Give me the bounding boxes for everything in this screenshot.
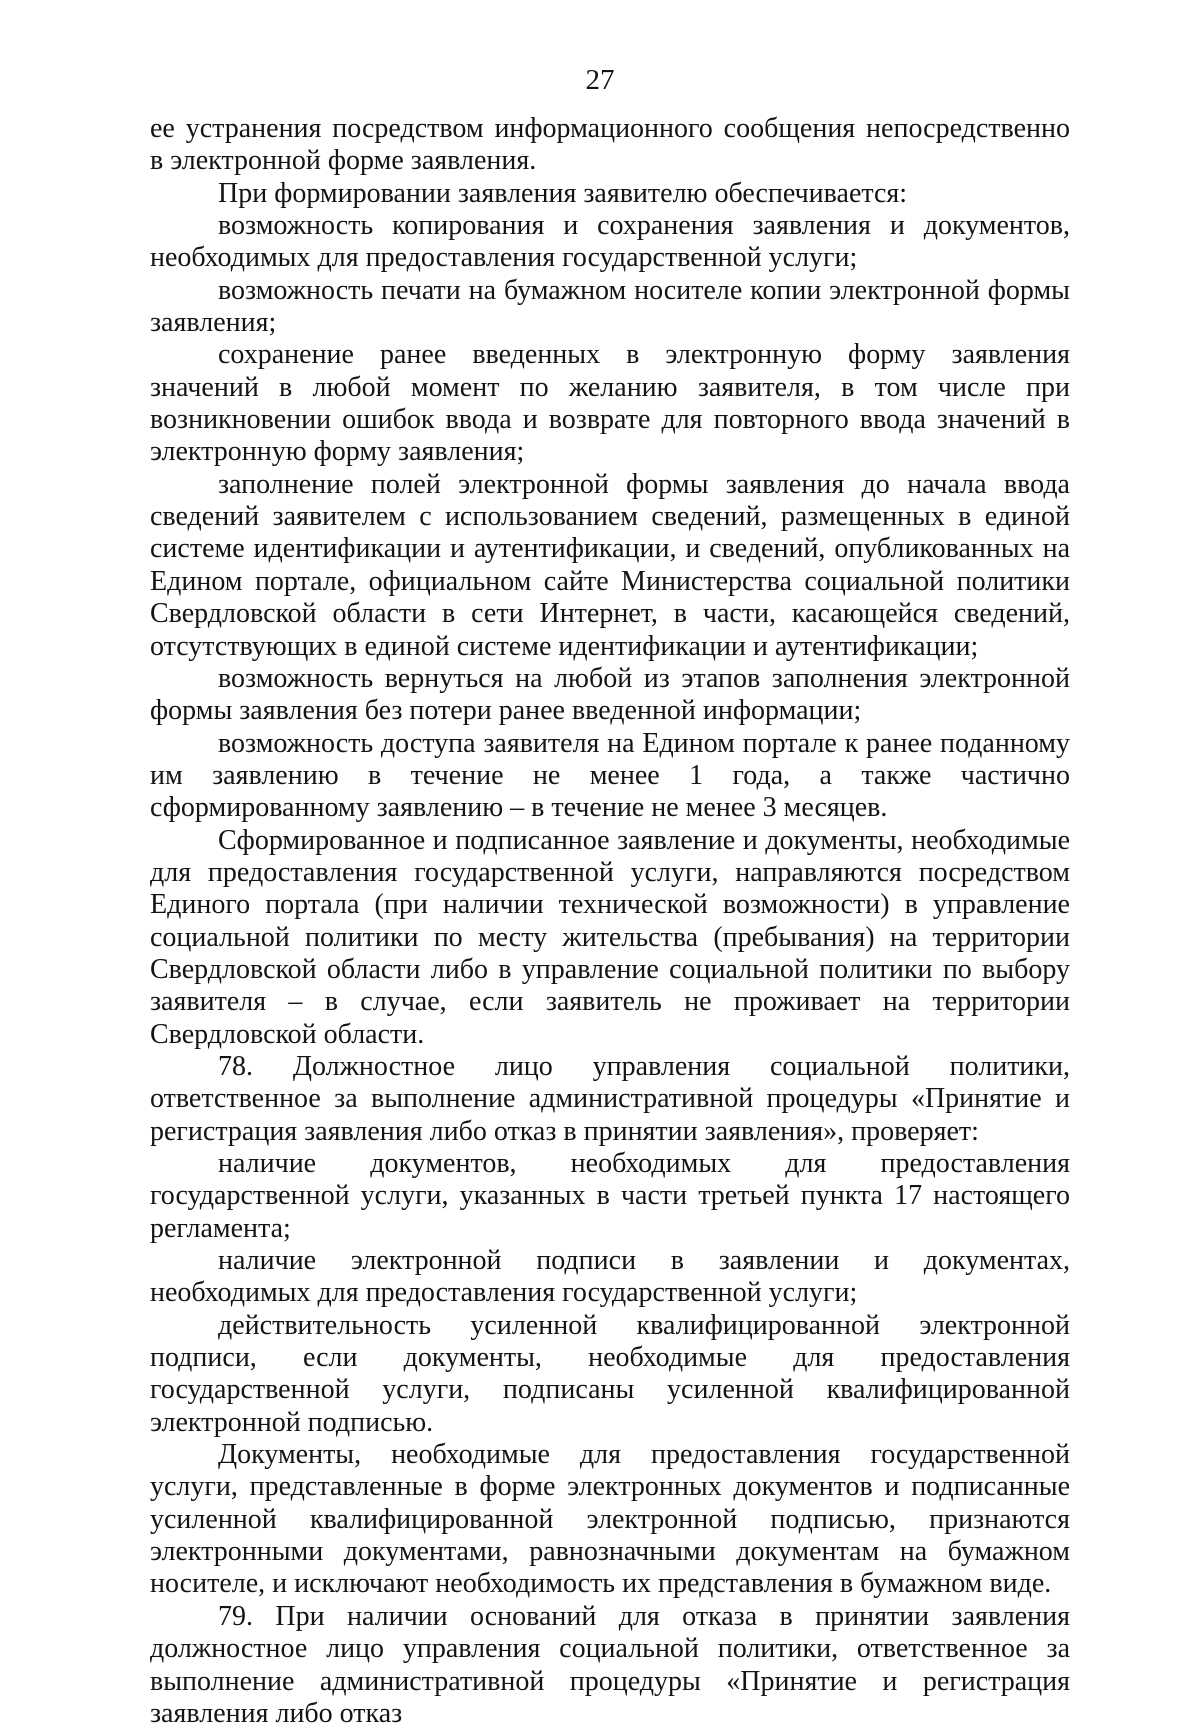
list-item: действительность усиленной квалифицированной электронной подписи, если документы, необходимые для предоставления государственной услуги, подписаны усиленной квалифицированной электронной подписью. — [150, 1309, 1070, 1438]
paragraph-continuation: ее устранения посредством информационного сообщения непосредственно в электронной форме заявления. — [150, 113, 1070, 177]
document-body — [150, 113, 1070, 1730]
list-item: заполнение полей электронной формы заявления до начала ввода сведений заявителем с использованием сведений, размещенных в единой системе идентификации и аутентификации, и сведений, опубликованных на Едином портале, официальном сайте Министерства социальной политики Свердловской области в сети Интернет, в части, касающейся сведений, отсутствующих в единой системе идентификации и аутентификации; — [150, 468, 1070, 662]
clause-79: 79. При наличии оснований для отказа в принятии заявления должностное лицо управления социальной политики, ответственное за выполнение административной процедуры «Принятие и регистрация заявления либо отказ — [150, 1600, 1070, 1729]
list-item: сохранение ранее введенных в электронную форму заявления значений в любой момент по желанию заявителя, в том числе при возникновении ошибок ввода и возврате для повторного ввода значений в электронную форму заявления; — [150, 339, 1070, 468]
list-item: наличие документов, необходимых для предоставления государственной услуги, указанных в части третьей пункта 17 настоящего регламента; — [150, 1148, 1070, 1244]
paragraph: Сформированное и подписанное заявление и документы, необходимые для предоставления государственной услуги, направляются посредством Единого портала (при наличии технической возможности) в управление социальной политики по месту жительства (пребывания) на территории Свердловской области либо в управление социальной политики по выбору заявителя – в случае, если заявитель не проживает на территории Свердловской области. — [150, 824, 1070, 1050]
list-item: наличие электронной подписи в заявлении и документах, необходимых для предоставления государственной услуги; — [150, 1245, 1070, 1309]
paragraph: Документы, необходимые для предоставления государственной услуги, представленные в форме электронных документов и подписанные усиленной квалифицированной электронной подписью, признаются электронными документами, равнозначными документам на бумажном носителе, и исключают необходимость их представления в бумажном виде. — [150, 1439, 1070, 1600]
list-item: возможность доступа заявителя на Едином портале к ранее поданному им заявлению в течение не менее 1 года, а также частично сформированному заявлению – в течение не менее 3 месяцев. — [150, 727, 1070, 824]
paragraph: При формировании заявления заявителю обеспечивается: — [218, 177, 908, 209]
list-item: возможность печати на бумажном носителе копии электронной формы заявления; — [150, 274, 1070, 339]
list-item: возможность копирования и сохранения заявления и документов, необходимых для предоставления государственной услуги; — [150, 210, 1070, 274]
page-number: 27 — [585, 64, 615, 96]
clause-78: 78. Должностное лицо управления социальной политики, ответственное за выполнение административной процедуры «Принятие и регистрация заявления либо отказ в принятии заявления», проверяет: — [150, 1050, 1070, 1147]
list-item: возможность вернуться на любой из этапов заполнения электронной формы заявления без потери ранее введенной информации; — [150, 662, 1070, 727]
